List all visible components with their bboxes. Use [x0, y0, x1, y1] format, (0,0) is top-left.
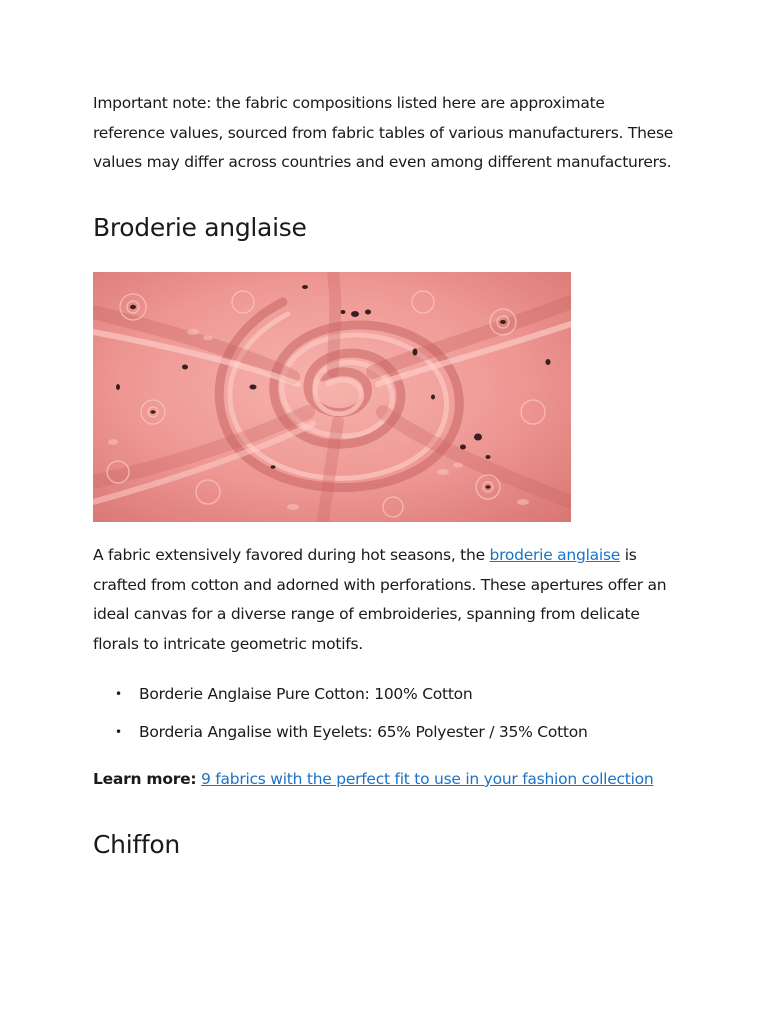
list-item — [93, 680, 588, 718]
composition-list — [93, 680, 588, 756]
broderie-description — [93, 541, 678, 659]
list-item-text: Borderie Anglaise Pure Cotton: 100% Cotton — [139, 685, 473, 703]
section-heading-broderie: Broderie anglaise — [93, 213, 307, 242]
learn-more — [93, 765, 653, 794]
learn-more-label: Learn more: — [93, 770, 197, 788]
section-heading-chiffon: Chiffon — [93, 830, 180, 859]
broderie-anglaise-link[interactable]: broderie anglaise — [489, 546, 621, 564]
description-text-end: is crafted from cotton and adorned with perforations. These apertures offer an ideal canvas for a diverse range of embroideries, spanning from delicate florals to intricate geometric motifs. — [93, 546, 667, 653]
bullet-icon: • — [115, 687, 122, 701]
bullet-icon: • — [115, 725, 122, 739]
list-item-text: Borderia Angalise with Eyelets: 65% Polyester / 35% Cotton — [139, 723, 588, 741]
important-note: Important note: the fabric compositions listed here are approximate reference values, sourced from fabric tables of various manufacturers. These values may differ across countries and even among different manufacturers. — [93, 94, 674, 171]
list-item — [93, 718, 588, 756]
fabric-swirl-image — [93, 272, 571, 522]
learn-more-link[interactable]: 9 fabrics with the perfect fit to use in your fashion collection — [201, 770, 654, 788]
description-text-start: A fabric extensively favored during hot seasons, the — [93, 546, 490, 564]
